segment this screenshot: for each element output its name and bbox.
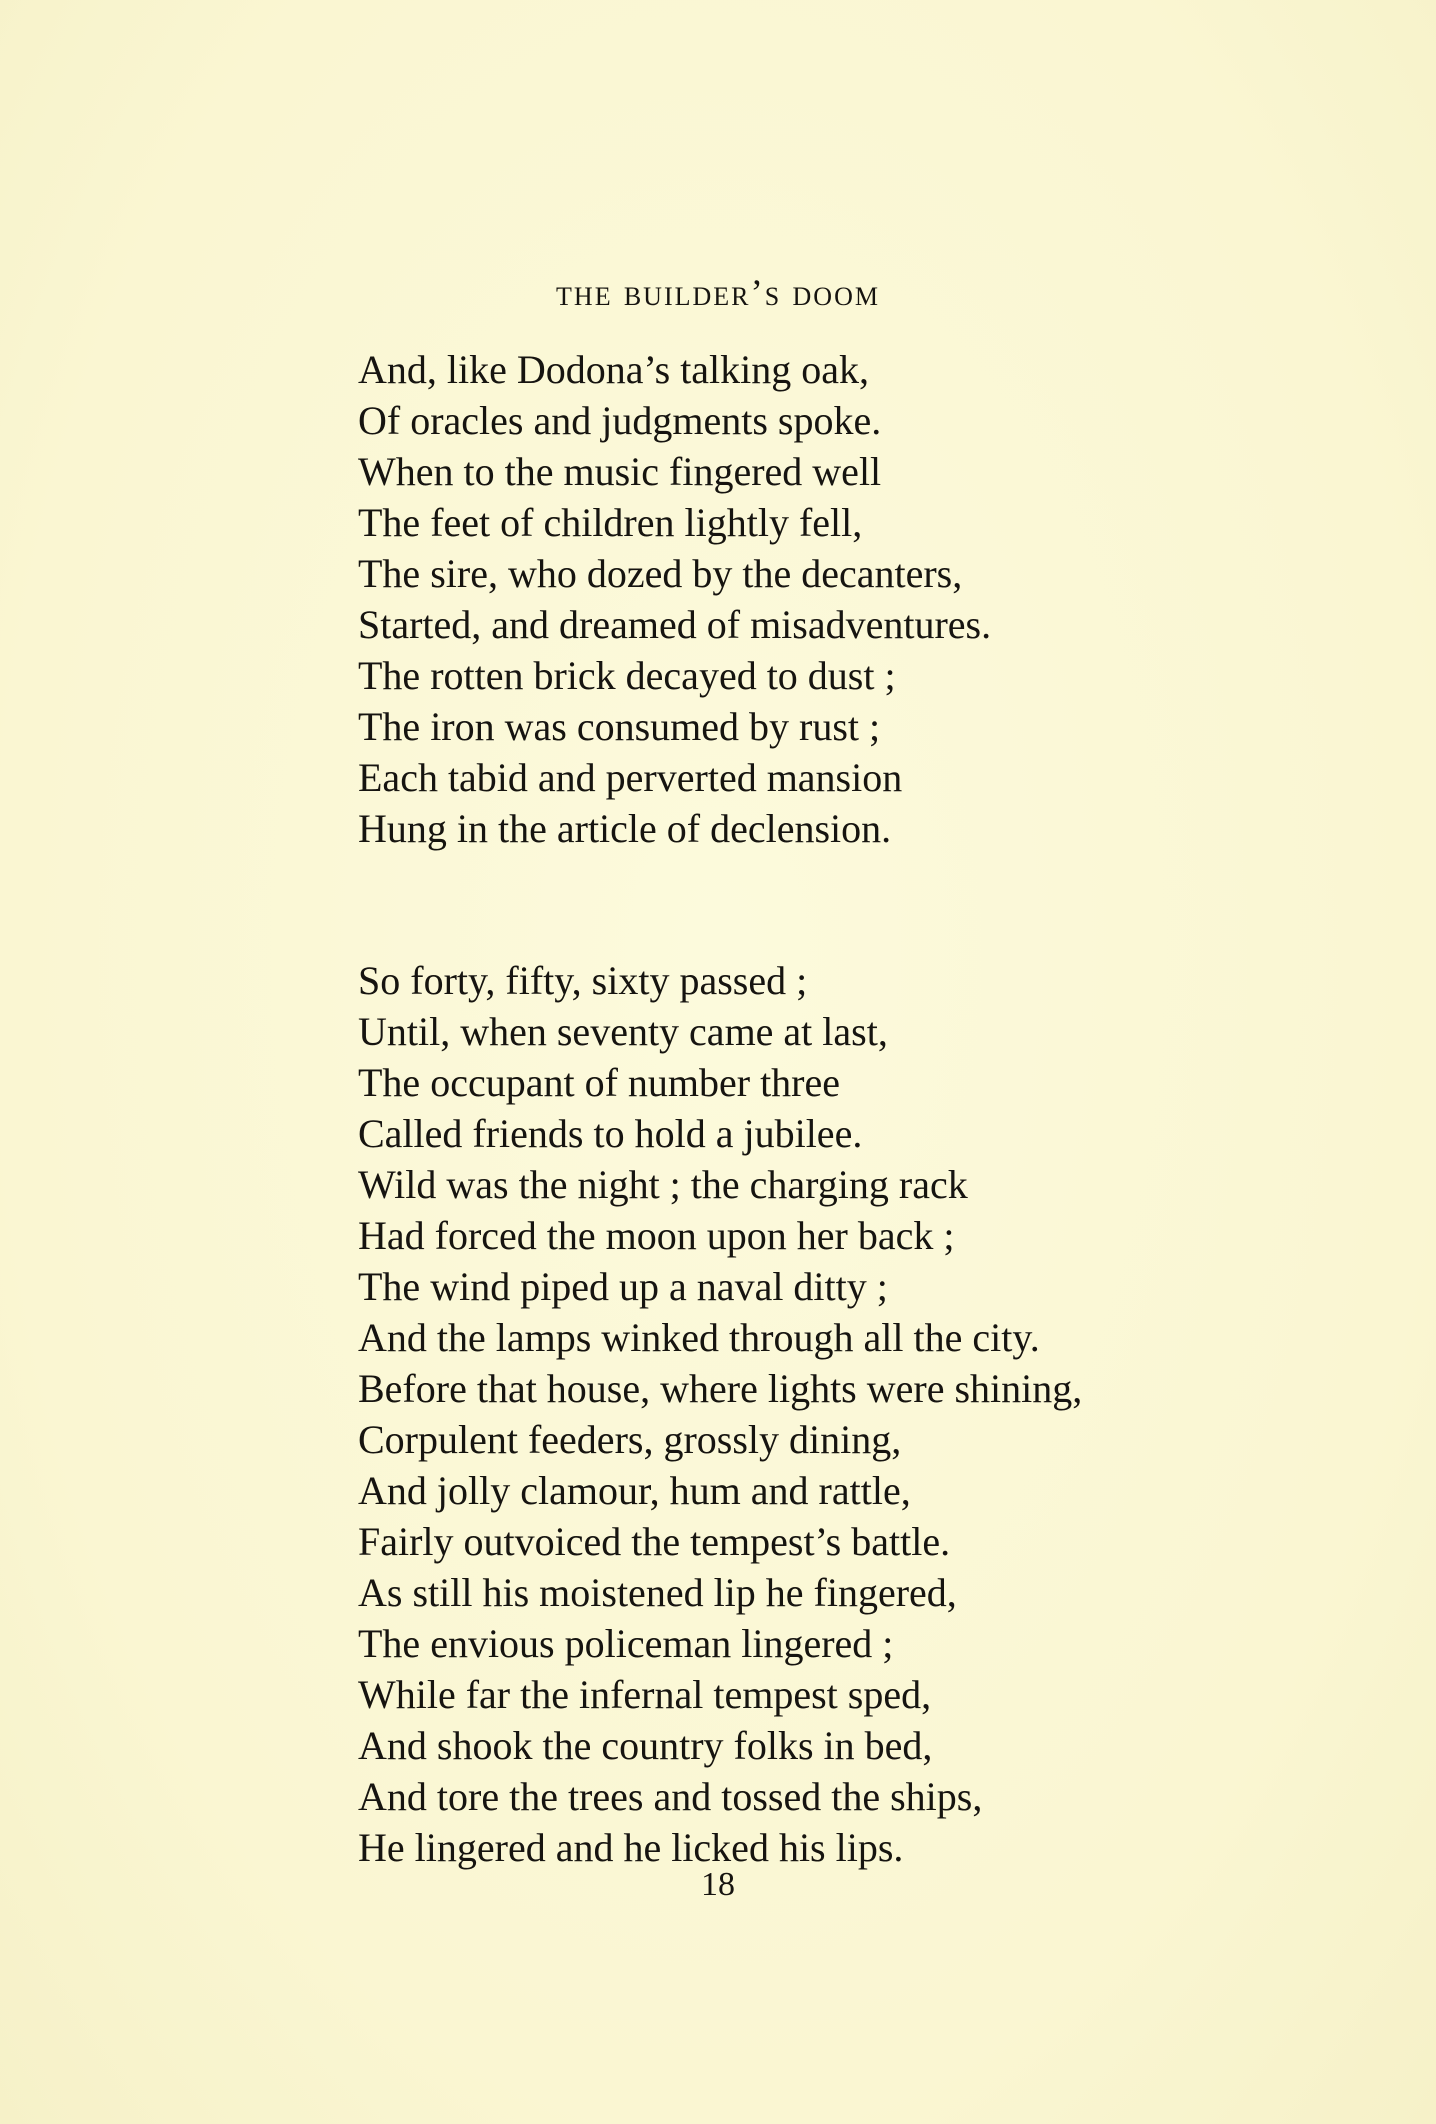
stanza-1: [358, 344, 991, 854]
verse-line: Called friends to hold a jubilee.: [358, 1111, 863, 1156]
verse-line: The iron was consumed by rust ;: [358, 704, 881, 749]
page-number: 18: [701, 1866, 735, 1903]
verse-line: As still his moistened lip he fingered,: [358, 1570, 957, 1615]
verse-line: The wind piped up a naval ditty ;: [358, 1264, 888, 1309]
verse-line: And, like Dodona’s talking oak,: [358, 347, 870, 392]
verse-line: The feet of children lightly fell,: [358, 500, 863, 545]
verse-line: And jolly clamour, hum and rattle,: [358, 1468, 911, 1513]
verse-line: Wild was the night ; the charging rack: [358, 1162, 968, 1207]
verse-line: Until, when seventy came at last,: [358, 1009, 888, 1054]
verse-line: The occupant of number three: [358, 1060, 841, 1105]
verse-line: Of oracles and judgments spoke.: [358, 398, 882, 443]
verse-line: Started, and dreamed of misadventures.: [358, 602, 992, 647]
verse-line: While far the infernal tempest sped,: [358, 1672, 932, 1717]
verse-line: The envious policeman lingered ;: [358, 1621, 894, 1666]
verse-line: Each tabid and perverted mansion: [358, 755, 903, 800]
running-head: the builder’s doom: [556, 273, 880, 314]
stanza-2: [358, 955, 1082, 1873]
verse-line: The rotten brick decayed to dust ;: [358, 653, 896, 698]
verse-line: He lingered and he licked his lips.: [358, 1825, 904, 1870]
verse-line: When to the music fingered well: [358, 449, 882, 494]
verse-line: Before that house, where lights were shining,: [358, 1366, 1083, 1411]
verse-line: Hung in the article of declension.: [358, 806, 892, 851]
verse-line: And the lamps winked through all the city.: [358, 1315, 1040, 1360]
verse-line: Had forced the moon upon her back ;: [358, 1213, 955, 1258]
verse-line: And tore the trees and tossed the ships,: [358, 1774, 983, 1819]
verse-line: Corpulent feeders, grossly dining,: [358, 1417, 902, 1462]
verse-line: And shook the country folks in bed,: [358, 1723, 933, 1768]
verse-line: The sire, who dozed by the decanters,: [358, 551, 963, 596]
verse-line: Fairly outvoiced the tempest’s battle.: [358, 1519, 951, 1564]
verse-line: So forty, fifty, sixty passed ;: [358, 958, 808, 1003]
